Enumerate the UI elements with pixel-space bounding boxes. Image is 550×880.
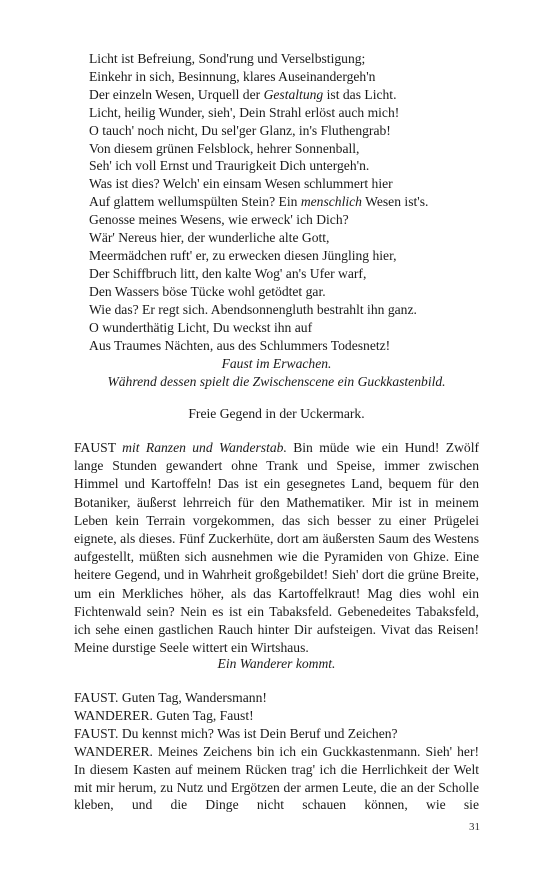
dialogue-line: WANDERER. Guten Tag, Faust!	[74, 707, 254, 723]
verse-text: Der einzeln Wesen, Urquell der	[89, 86, 264, 102]
verse-text: Meermädchen ruft' er, zu erwecken diesen Jüngling hier,	[89, 247, 397, 263]
verse-line	[89, 193, 428, 211]
verse-text: Den Wassers böse Tücke wohl getödtet gar.	[89, 283, 326, 299]
verse-line	[89, 86, 428, 104]
speaker-name: FAUST	[74, 440, 116, 455]
verse-line	[89, 301, 428, 319]
stage-direction-wanderer-enters: Ein Wanderer kommt.	[217, 656, 336, 671]
verse-text: Wär' Nereus hier, der wunderliche alte Gott,	[89, 230, 330, 246]
verse-line	[89, 68, 428, 86]
speech-text: Bin müde wie ein Hund! Zwölf lange Stunden gewandert ohne Trank und Speise, immer zwischen Himmel und Kartoffeln! Das ist ein gesegnetes Land, bequem für den Botaniker, äußerst lehrreich für den Mathematiker. Mir ist in meinem Leben kein Terrain vorgekommen, das sich besser zu einer Prügelei eignete, als dieses. Fünf Zuckerhüte, dort am äußersten Saum des Westens aufgestellt, müßten sich ausnehmen wie die Pyramiden von Ghize. Eine heitere Gegend, und in Wahrheit großgebildet! Sieh' dort die grüne Breite, um ein Merkliches höher, als das Kartoffelkraut! Mag dies wohl ein Fichtenwald sein? Nein es ist ein Tabaksfeld. Gebenedeites Tabaksfeld, ich sehe einen gastlichen Rauch hinter Dir aufsteigen. Vivat das Reisen! Meine durstige Seele wittert ein Wirtshaus.	[74, 440, 480, 656]
dialogue-line: FAUST. Du kennst mich? Was ist Dein Beruf und Zeichen?	[74, 725, 398, 741]
verse-line	[89, 140, 428, 158]
verse-line	[89, 247, 428, 265]
verse-text: Seh' ich voll Ernst und Traurigkeit Dich untergeh'n.	[89, 158, 370, 174]
scene-heading: Freie Gegend in der Uckermark.	[188, 406, 365, 421]
verse-emphasis: Gestaltung	[263, 86, 324, 102]
verse-line	[89, 122, 428, 140]
verse-text: Auf glattem wellumspülten Stein? Ein	[89, 194, 301, 210]
verse-line	[89, 265, 428, 283]
verse-line	[89, 175, 428, 193]
verse-text: ist das Licht.	[323, 86, 397, 102]
verse-emphasis: menschlich	[300, 194, 362, 210]
verse-line	[89, 104, 428, 122]
stage-direction-faust-awakening: Faust im Erwachen.	[221, 356, 332, 371]
verse-line	[89, 211, 428, 229]
verse-text: O wunderthätig Licht, Du weckst ihn auf	[89, 319, 313, 335]
verse-text: Licht ist Befreiung, Sond'rung und Verselbstigung;	[89, 51, 366, 66]
verse-line	[89, 50, 428, 68]
verse-line	[89, 319, 428, 337]
dialogue-line: WANDERER. Meines Zeichens bin ich ein Guckkastenmann. Sieh' her! In diesem Kasten auf meinem Rücken trag' ich die Herrlichkeit der Welt mit mir herum, zu Nutz und Ergötzen der armen Leute, die an der Scholle kleben, und die Dinge nicht schauen können, wie sie	[74, 743, 479, 813]
verse-line	[89, 337, 428, 355]
verse-text: Aus Traumes Nächten, aus des Schlummers Todesnetz!	[89, 337, 391, 353]
verse-line	[89, 283, 428, 301]
verse-text: O tauch' noch nicht, Du sel'ger Glanz, in's Fluthengrab!	[89, 122, 391, 138]
speaker-direction: mit Ranzen und Wanderstab.	[122, 440, 287, 455]
verse-text: Wesen ist's.	[361, 194, 429, 210]
verse-block	[89, 50, 428, 354]
page-number: 31	[469, 821, 480, 833]
stage-direction-interlude: Während dessen spielt die Zwischenscene ein Guckkastenbild.	[107, 374, 446, 389]
dialogue-line: FAUST. Guten Tag, Wandersmann!	[74, 690, 267, 705]
dialogue-block	[74, 689, 479, 814]
verse-line	[89, 229, 428, 247]
verse-text: Wie das? Er regt sich. Abendsonnengluth bestrahlt ihn ganz.	[89, 301, 417, 317]
verse-text: Was ist dies? Welch' ein einsam Wesen schlummert hier	[89, 176, 393, 192]
verse-text: Von diesem grünen Felsblock, hehrer Sonnenball,	[89, 140, 360, 156]
verse-line	[89, 157, 428, 175]
verse-text: Genosse meines Wesens, wie erweck' ich Dich?	[89, 212, 349, 228]
verse-text: Der Schiffbruch litt, den kalte Wog' an's Ufer warf,	[89, 265, 367, 281]
faust-speech	[74, 439, 479, 657]
verse-text: Einkehr in sich, Besinnung, klares Auseinandergeh'n	[89, 68, 376, 84]
verse-text: Licht, heilig Wunder, sieh', Dein Strahl erlöst auch mich!	[89, 104, 400, 120]
